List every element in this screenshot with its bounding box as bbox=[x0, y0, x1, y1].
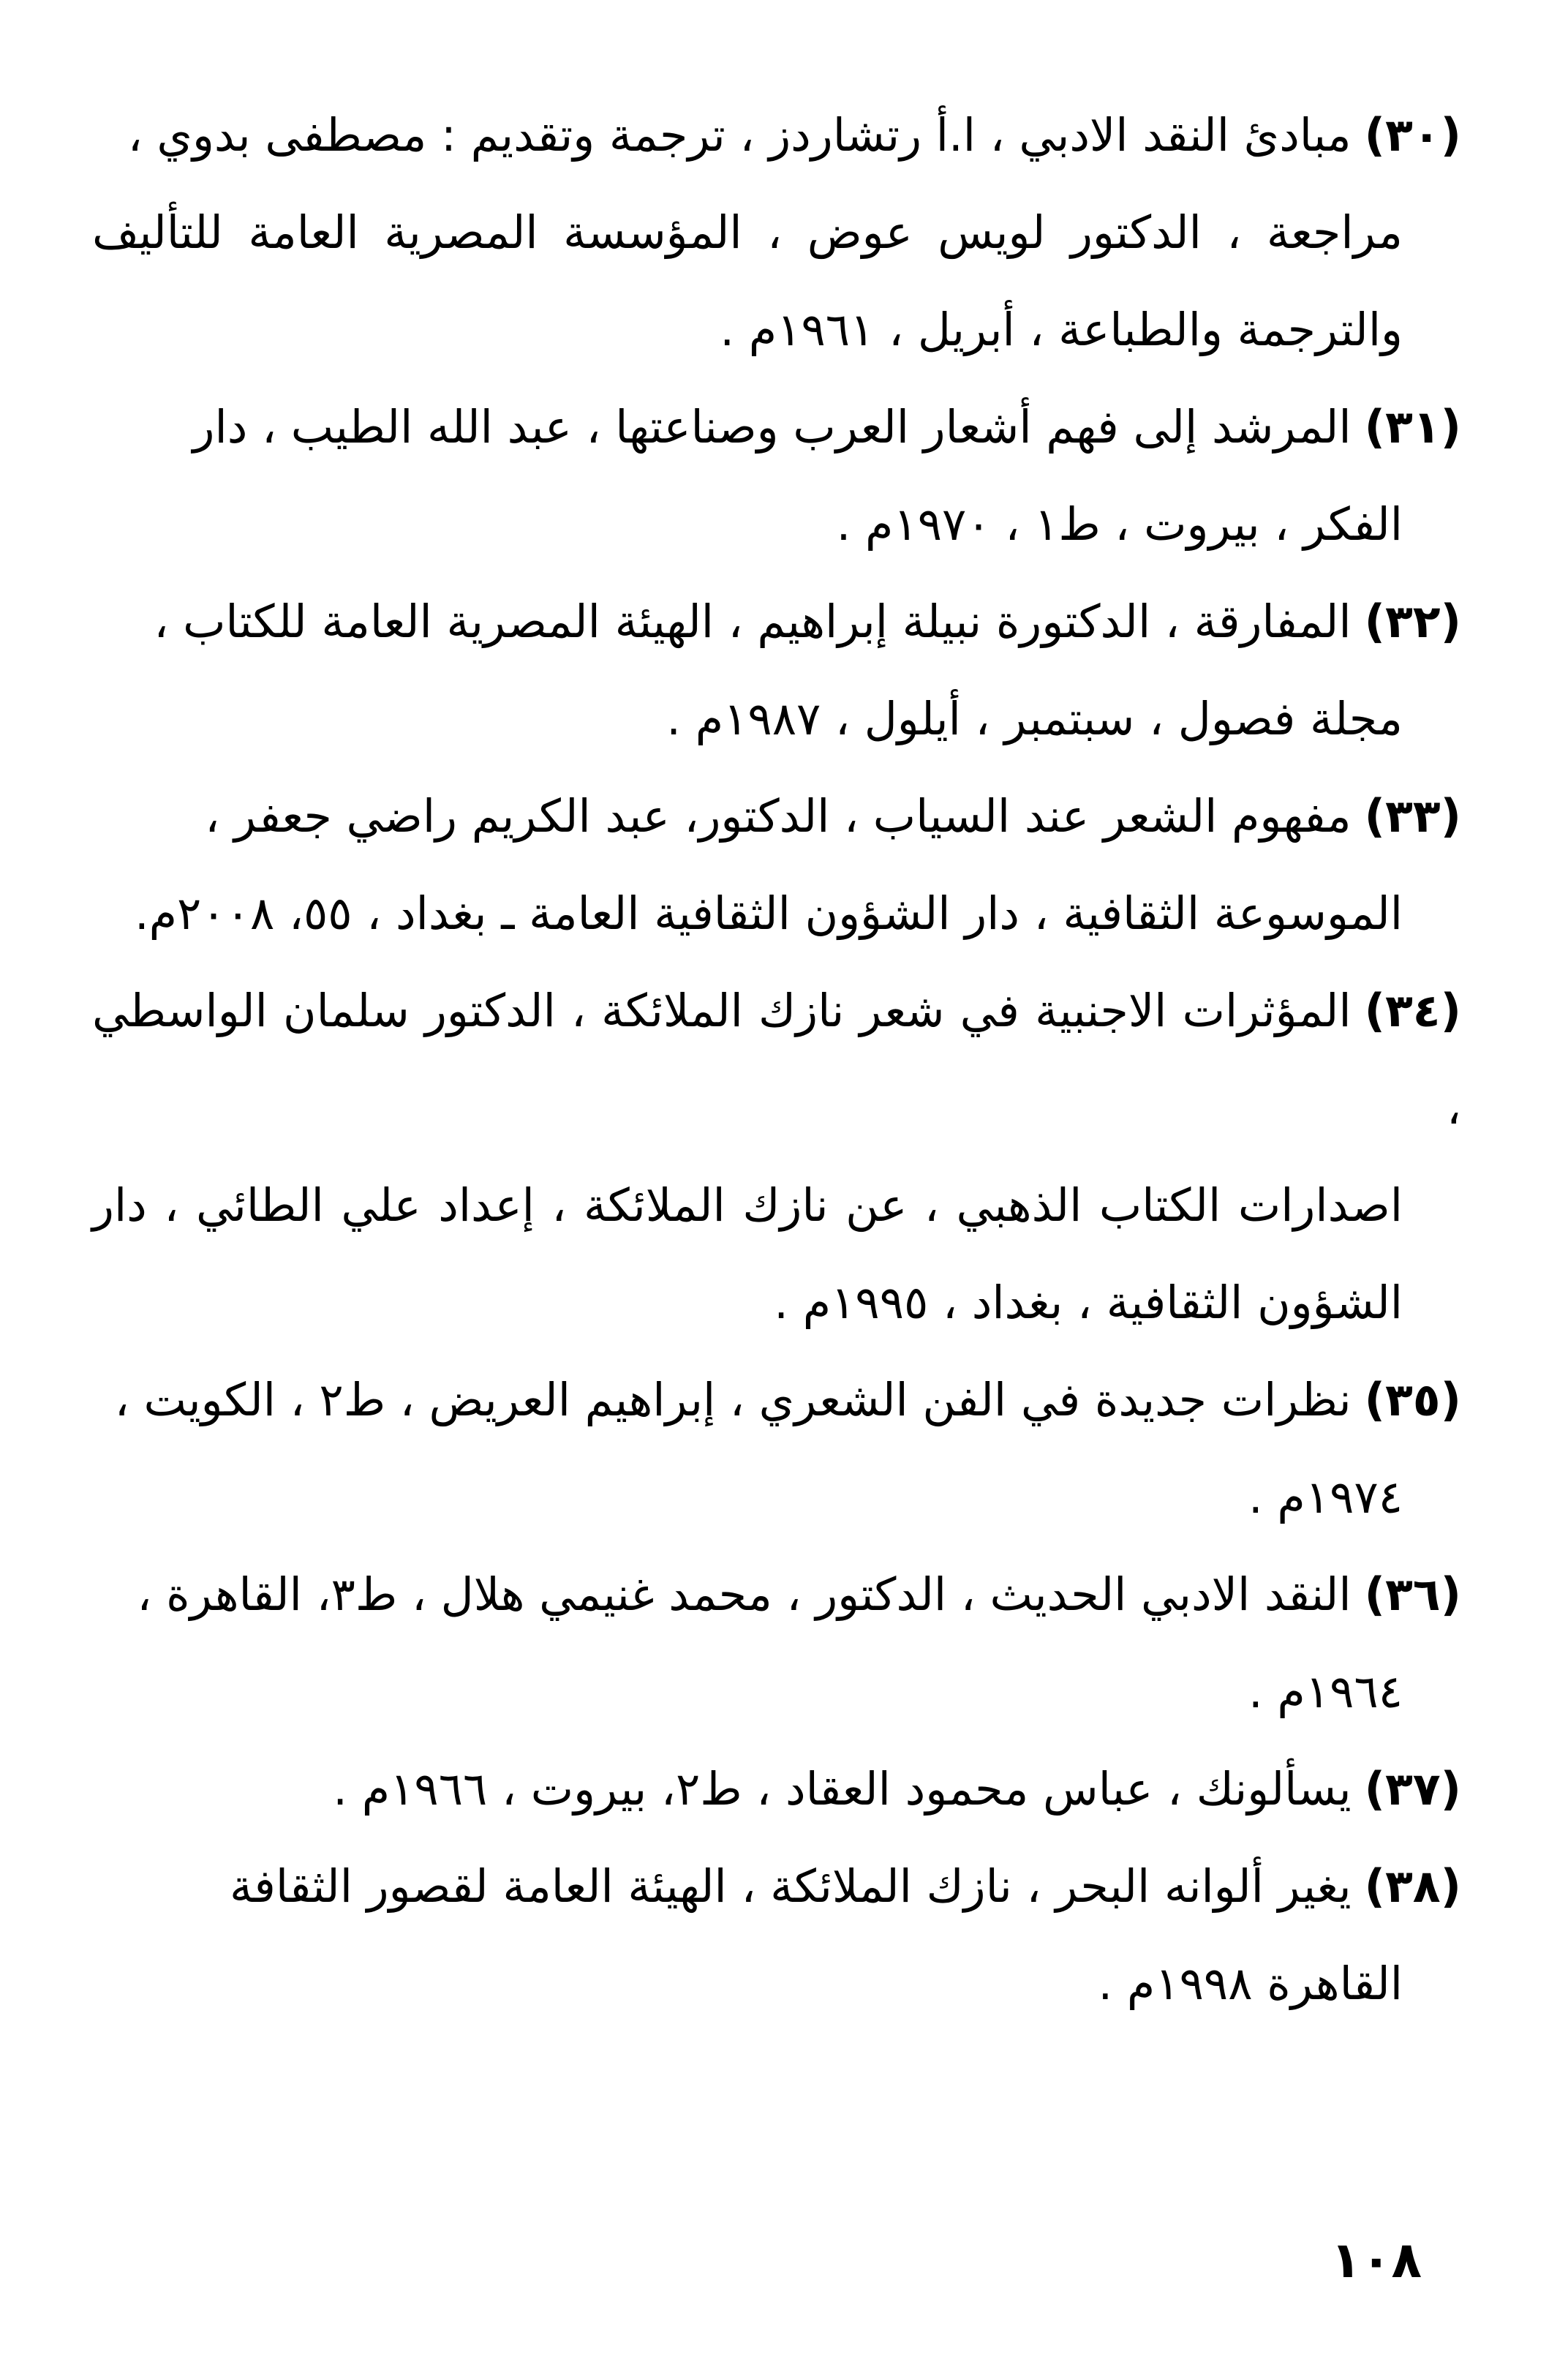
reference-item bbox=[92, 1837, 1461, 2032]
reference-text: مفهوم الشعر عند السياب ، الدكتور، عبد الكريم راضي جعفر ، bbox=[205, 789, 1352, 843]
reference-text: مبادئ النقد الادبي ، ا.أ رتشاردز ، ترجمة وتقديم : مصطفى بدوي ، bbox=[127, 108, 1352, 162]
reference-continuation: ١٩٧٤م . bbox=[1248, 1470, 1403, 1524]
reference-text: المرشد إلى فهم أشعار العرب وصناعتها ، عبد الله الطيب ، دار bbox=[192, 400, 1352, 454]
page-number: ١٠٨ bbox=[1330, 2232, 1422, 2290]
reference-number: (٣٠) bbox=[1364, 108, 1461, 162]
reference-continuation: القاهرة ١٩٩٨م . bbox=[1098, 1957, 1403, 2010]
reference-item bbox=[92, 1740, 1461, 1837]
reference-text: المؤثرات الاجنبية في شعر نازك الملائكة ، الدكتور سلمان الواسطي ، bbox=[92, 984, 1461, 1135]
reference-continuation: مجلة فصول ، سبتمبر ، أيلول ، ١٩٨٧م . bbox=[666, 692, 1403, 745]
reference-number: (٣٤) bbox=[1364, 984, 1461, 1037]
reference-number: (٣٦) bbox=[1364, 1568, 1461, 1621]
reference-continuation: مراجعة ، الدكتور لويس عوض ، المؤسسة المصرية العامة للتأليف والترجمة والطباعة ، أبريل ، ١٩٦١م . bbox=[92, 206, 1403, 356]
reference-item bbox=[92, 86, 1461, 378]
reference-text: يسألونك ، عباس محمود العقاد ، ط٢، بيروت ، ١٩٦٦م . bbox=[333, 1762, 1352, 1816]
reference-number: (٣١) bbox=[1364, 400, 1461, 454]
reference-item bbox=[92, 573, 1461, 767]
reference-item bbox=[92, 962, 1461, 1351]
reference-item bbox=[92, 1351, 1461, 1546]
reference-number: (٣٥) bbox=[1364, 1373, 1461, 1426]
reference-continuation: ١٩٦٤م . bbox=[1248, 1665, 1403, 1718]
reference-continuation: الفكر ، بيروت ، ط١ ، ١٩٧٠م . bbox=[836, 497, 1403, 551]
reference-item bbox=[92, 767, 1461, 962]
reference-text: النقد الادبي الحديث ، الدكتور ، محمد غنيمي هلال ، ط٣، القاهرة ، bbox=[137, 1568, 1352, 1621]
reference-number: (٣٢) bbox=[1364, 595, 1461, 648]
reference-continuation: الموسوعة الثقافية ، دار الشؤون الثقافية العامة ـ بغداد ، ٥٥، ٢٠٠٨م. bbox=[134, 887, 1403, 940]
reference-text: المفارقة ، الدكتورة نبيلة إبراهيم ، الهيئة المصرية العامة للكتاب ، bbox=[154, 595, 1352, 648]
reference-text: نظرات جديدة في الفن الشعري ، إبراهيم العريض ، ط٢ ، الكويت ، bbox=[114, 1373, 1352, 1426]
reference-item bbox=[92, 1546, 1461, 1740]
reference-number: (٣٣) bbox=[1364, 789, 1461, 843]
reference-list bbox=[92, 86, 1461, 2032]
reference-number: (٣٨) bbox=[1364, 1859, 1461, 1913]
reference-continuation: اصدارات الكتاب الذهبي ، عن نازك الملائكة ، إعداد علي الطائي ، دار الشؤون الثقافية ، بغداد ، ١٩٩٥م . bbox=[92, 1178, 1403, 1329]
reference-number: (٣٧) bbox=[1364, 1762, 1461, 1816]
reference-text: يغير ألوانه البحر ، نازك الملائكة ، الهيئة العامة لقصور الثقافة bbox=[229, 1859, 1352, 1913]
reference-item bbox=[92, 378, 1461, 573]
